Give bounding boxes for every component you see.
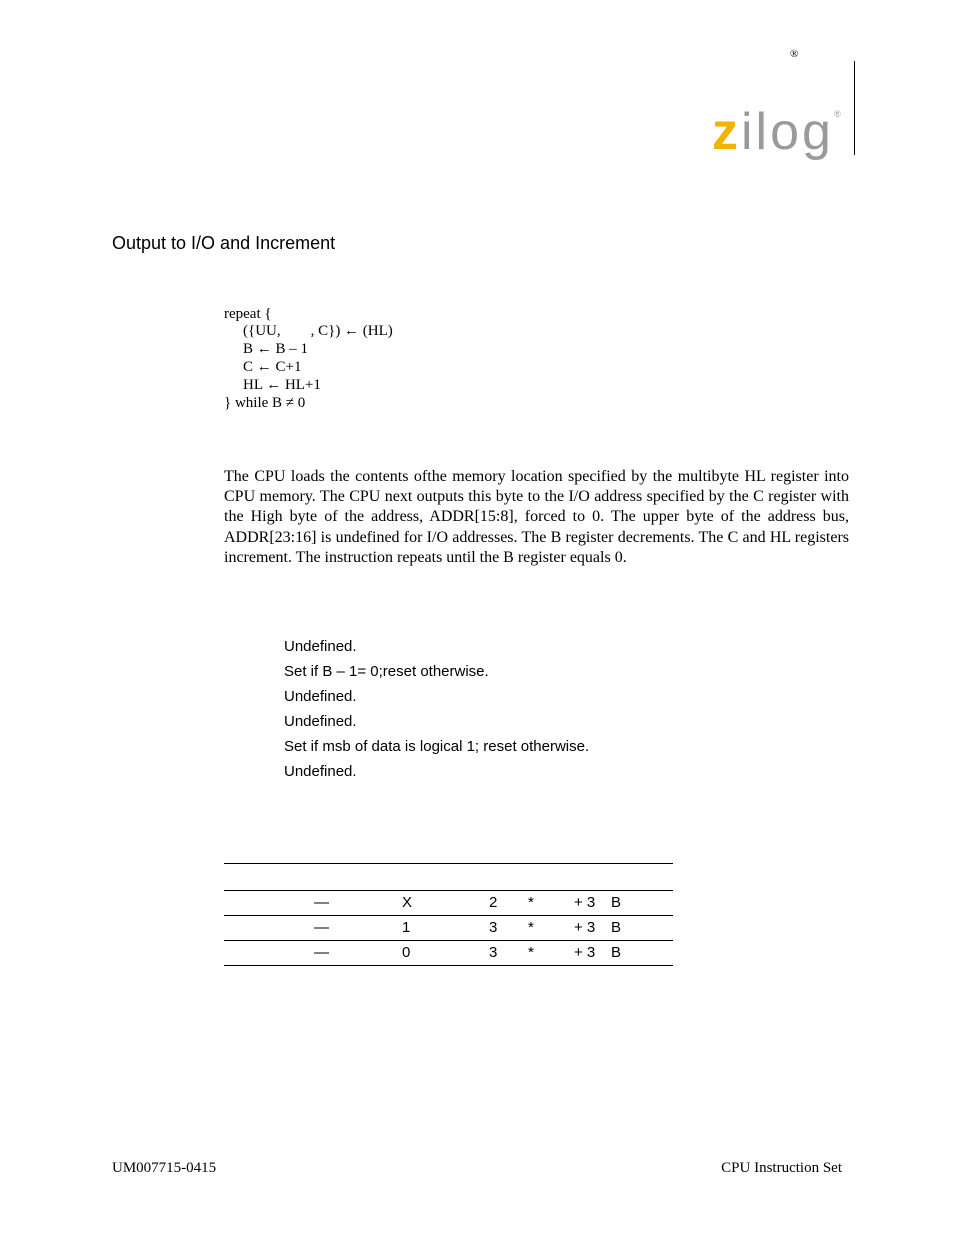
table-cell: + 3 [574, 919, 596, 936]
table-cell: B [611, 894, 622, 911]
table-cell: 3 [489, 919, 498, 936]
table-cell: — [314, 919, 329, 936]
operation-line: ({UU, , C}) ← (HL) [243, 323, 393, 339]
registered-mark: ® [790, 48, 799, 60]
table-cell: — [314, 944, 329, 961]
table-cell: 1 [402, 919, 411, 936]
condition-item: Undefined. [284, 638, 357, 655]
condition-item: Set if B – 1= 0;reset otherwise. [284, 663, 489, 680]
table-bottom-rule [224, 965, 673, 966]
operation-line: B ← B – 1 [243, 341, 309, 357]
table-header-rule [224, 890, 673, 891]
footer-section-name: CPU Instruction Set [721, 1160, 842, 1176]
table-cell: B [611, 919, 622, 936]
operation-line: repeat { [224, 306, 272, 322]
table-row-rule [224, 940, 673, 941]
table-cell: 2 [489, 894, 498, 911]
table-cell: + 3 [574, 894, 596, 911]
logo-letters: ilog [741, 103, 834, 161]
table-cell: — [314, 894, 329, 911]
operation-line: C ← C+1 [243, 359, 302, 375]
description-paragraph: The CPU loads the contents ofthe memory location specified by the multibyte HL register into CPU memory. The CPU next outputs this byte to the I/O address specified by the C register with the High byte of the address, ADDR[15:8], forced to 0. The upper byte of the address bus, ADDR[23:16] is undefined for I/O addresses. The B register decrements. The C and HL registers increment. The instruction repeats until the B register equals 0. [224, 468, 849, 566]
operation-line: } while B ≠ 0 [224, 395, 306, 411]
footer-doc-number: UM007715-0415 [112, 1160, 217, 1176]
section-title: Output to I/O and Increment [112, 233, 336, 253]
zilog-logo [712, 103, 841, 161]
condition-item: Undefined. [284, 763, 357, 780]
logo-letter-z: z [712, 103, 741, 161]
operation-line: HL ← HL+1 [243, 377, 321, 393]
table-cell: * [528, 894, 534, 911]
table-cell: * [528, 944, 534, 961]
table-cell: X [402, 894, 413, 911]
condition-item: Set if msb of data is logical 1; reset otherwise. [284, 738, 590, 755]
table-cell: B [611, 944, 622, 961]
condition-item: Undefined. [284, 688, 357, 705]
logo-trademark: ® [833, 109, 841, 119]
table-cell: 3 [489, 944, 498, 961]
table-top-rule [224, 863, 673, 864]
table-cell: 0 [402, 944, 411, 961]
condition-item: Undefined. [284, 713, 357, 730]
header-divider [854, 61, 855, 155]
table-cell: + 3 [574, 944, 596, 961]
table-cell: * [528, 919, 534, 936]
table-row-rule [224, 915, 673, 916]
